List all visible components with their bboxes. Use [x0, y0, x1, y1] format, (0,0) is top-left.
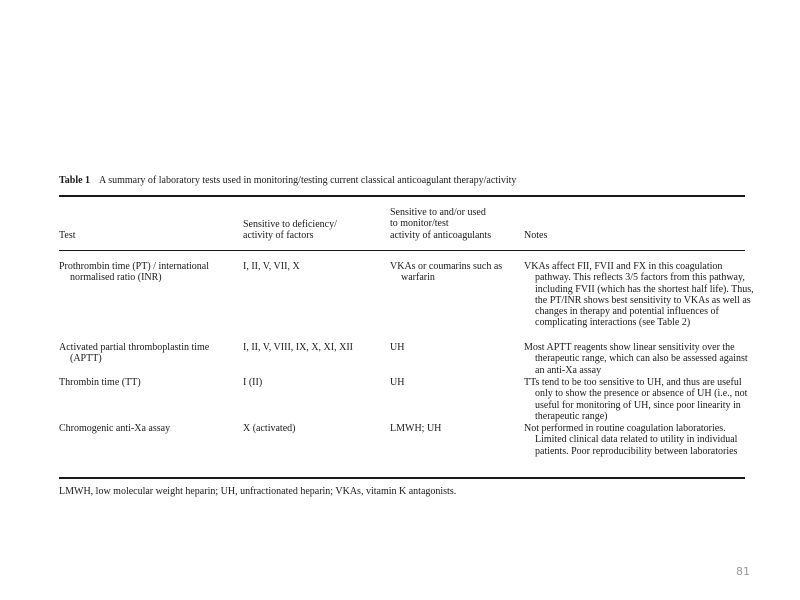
table-row-2-anticoagulants: UH	[390, 342, 405, 353]
page-number: 81	[736, 565, 750, 578]
header-sensitive-anticoagulants: Sensitive to and/or used to monitor/test activity of anticoagulants	[390, 207, 492, 241]
table-row-2-test: Activated partial thromboplastin time (APTT)	[59, 342, 210, 365]
table-row-4-factors: X (activated)	[243, 423, 296, 434]
table-caption-label: Table 1	[59, 175, 91, 186]
table-row-2-factors: I, II, V, VIII, IX, X, XI, XII	[243, 342, 353, 353]
table-row-3-anticoagulants: UH	[390, 377, 405, 388]
table-row-1-notes: VKAs affect FII, FVII and FX in this coagulation pathway. This reflects 3/5 factors from this pathway, including FVII (which has the shortest half life). Thus, the PT/INR shows best sensitivity to VKAs as well as changes in therapy and potential influences of complicating interactions (see Table 2)	[524, 261, 754, 329]
table-row-4-notes: Not performed in routine coagulation laboratories. Limited clinical data related to utility in individual patients. Poor reproducibility between laboratories	[524, 423, 738, 457]
table-caption	[59, 175, 516, 186]
table-row-3-factors: I (II)	[243, 377, 263, 388]
table-header-rule	[59, 250, 745, 251]
table-row-3-notes: TTs tend to be too sensitive to UH, and thus are useful only to show the presence or absence of UH (i.e., not useful for monitoring of UH, since poor linearity in therapeutic range)	[524, 377, 748, 422]
table-bottom-rule	[59, 477, 745, 479]
table-row-4-test: Chromogenic anti-Xa assay	[59, 423, 171, 434]
table-footnote: LMWH, low molecular weight heparin; UH, unfractionated heparin; VKAs, vitamin K antagonists.	[59, 486, 457, 497]
header-notes: Notes	[524, 230, 548, 241]
table-top-rule	[59, 195, 745, 197]
table-caption-text: A summary of laboratory tests used in monitoring/testing current classical anticoagulant therapy/activity	[99, 175, 517, 186]
table-row-1-anticoagulants: VKAs or coumarins such as warfarin	[390, 261, 503, 284]
table-row-2-notes: Most APTT reagents show linear sensitivity over the therapeutic range, which can also be assessed against an anti-Xa assay	[524, 342, 748, 376]
table-row-4-anticoagulants: LMWH; UH	[390, 423, 442, 434]
header-test: Test	[59, 230, 76, 241]
table-row-1-factors: I, II, V, VII, X	[243, 261, 300, 272]
table-row-3-test: Thrombin time (TT)	[59, 377, 141, 388]
table-row-1-test: Prothrombin time (PT) / international normalised ratio (INR)	[59, 261, 209, 284]
header-sensitive-factors: Sensitive to deficiency/ activity of factors	[243, 219, 337, 242]
